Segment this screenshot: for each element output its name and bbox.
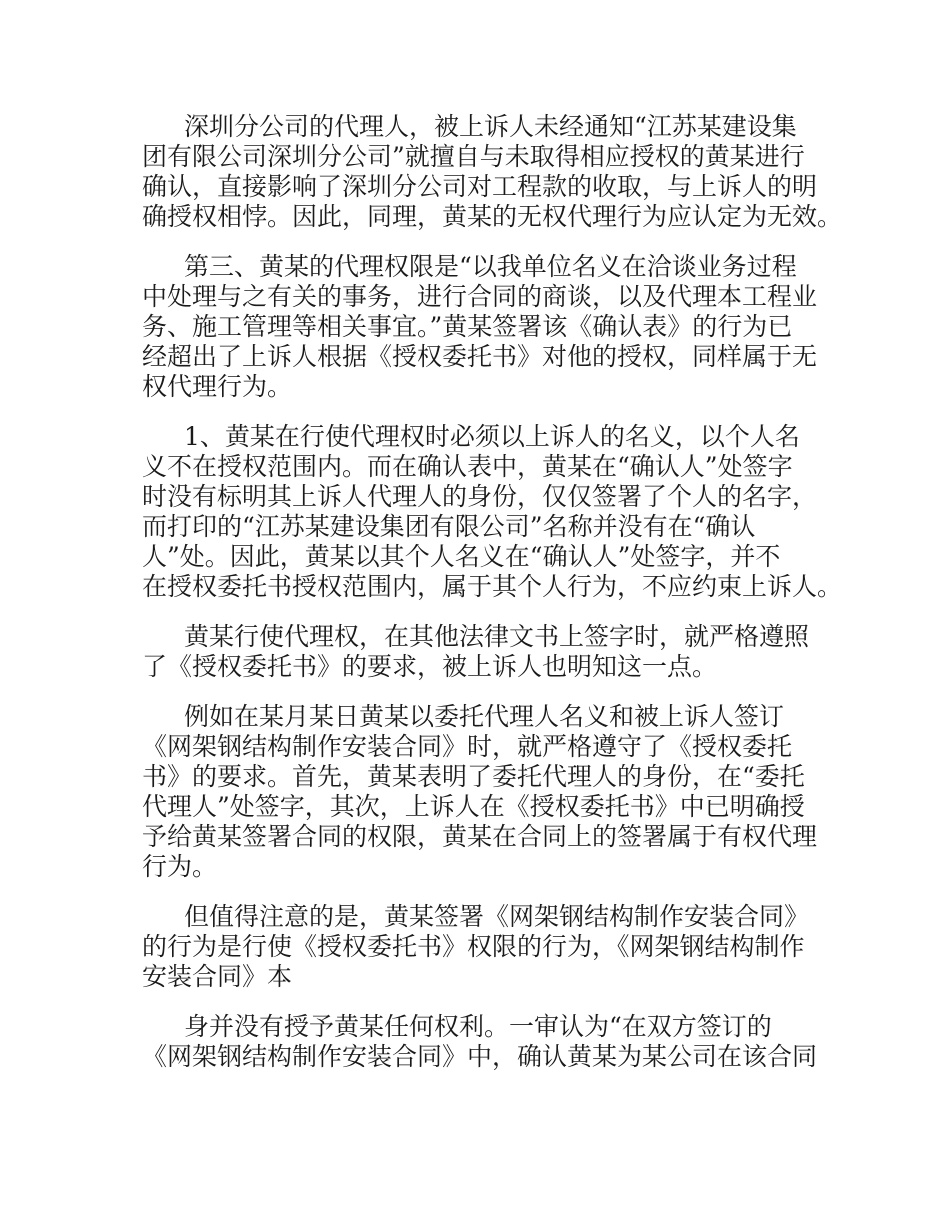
text-line: 的行为是行使《授权委托书》权限的行为，《网架钢结构制作 (142, 932, 805, 961)
text-line: 经超出了上诉人根据《授权委托书》对他的授权，同样属于无 (142, 342, 818, 371)
text-line: 1、黄某在行使代理权时必须以上诉人的名义，以个人名 (184, 422, 800, 451)
text-line: 书》的要求。首先，黄某表明了委托代理人的身份，在“委托 (142, 762, 805, 791)
text-line: 团有限公司深圳分公司”就擅自与未取得相应授权的黄某进行 (142, 142, 805, 171)
text-line: 务、施工管理等相关事宜。”黄某签署该《确认表》的行为已 (142, 312, 793, 341)
paragraph (142, 902, 842, 992)
text-line: 而打印的“江苏某建设集团有限公司”名称并没有在“确认 (142, 512, 756, 541)
text-line: 在授权委托书授权范围内，属于其个人行为，不应约束上诉人。 (142, 572, 843, 601)
text-line: 权代理行为。 (142, 372, 293, 401)
text-line: 深圳分公司的代理人，被上诉人未经通知“江苏某建设集 (184, 112, 797, 141)
text-line: 《网架钢结构制作安装合同》时，就严格遵守了《授权委托 (142, 732, 793, 761)
text-line: 第三、黄某的代理权限是“以我单位名义在洽谈业务过程 (184, 252, 797, 281)
paragraph (142, 622, 842, 682)
text-line: 身并没有授予黄某任何权利。一审认为“在双方签订的 (184, 1012, 772, 1041)
text-line: 义不在授权范围内。而在确认表中，黄某在“确认人”处签字 (142, 452, 793, 481)
text-line: 了《授权委托书》的要求，被上诉人也明知这一点。 (142, 652, 718, 681)
paragraph (142, 422, 842, 602)
text-line: 黄某行使代理权，在其他法律文书上签字时，就严格遵照 (184, 622, 810, 651)
text-line: 确认，直接影响了深圳分公司对工程款的收取，与上诉人的明 (142, 172, 818, 201)
text-line: 予给黄某签署合同的权限，黄某在合同上的签署属于有权代理 (142, 822, 818, 851)
paragraph (142, 702, 842, 882)
text-line: 安装合同》本 (142, 962, 293, 991)
paragraph (142, 252, 842, 402)
text-line: 代理人”处签字，其次，上诉人在《授权委托书》中已明确授 (142, 792, 805, 821)
text-line: 行为。 (142, 852, 218, 881)
paragraph (142, 1012, 842, 1072)
text-line: 但值得注意的是，黄某签署《网架钢结构制作安装合同》 (184, 902, 810, 931)
text-line: 《网架钢结构制作安装合同》中，确认黄某为某公司在该合同 (142, 1042, 818, 1071)
text-line: 例如在某月某日黄某以委托代理人名义和被上诉人签订 (184, 702, 785, 731)
text-line: 中处理与之有关的事务，进行合同的商谈，以及代理本工程业 (142, 282, 818, 311)
paragraph (142, 112, 842, 232)
text-line: 人”处。因此，黄某以其个人名义在“确认人”处签字，并不 (142, 542, 781, 571)
text-line: 确授权相悖。因此，同理，黄某的无权代理行为应认定为无效。 (142, 202, 843, 231)
document-body (142, 112, 842, 1092)
text-line: 时没有标明其上诉人代理人的身份，仅仅签署了个人的名字， (142, 482, 818, 511)
